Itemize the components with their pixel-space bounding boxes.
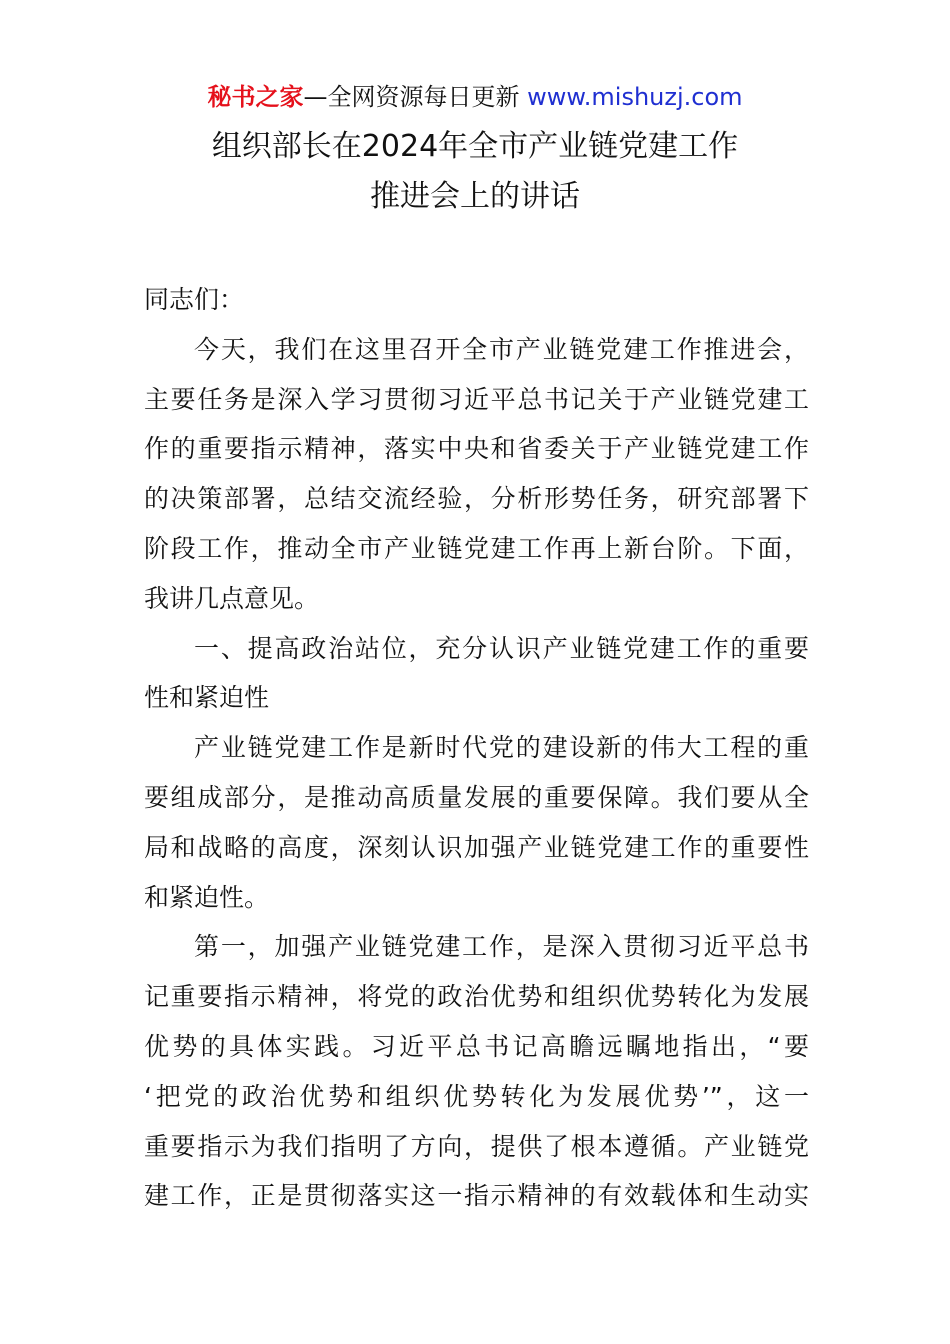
body-line: 作的重要指示精神，落实中央和省委关于产业链党建工作 [144,434,809,464]
body-line: 局和战略的高度，深刻认识加强产业链党建工作的重要性 [144,832,809,862]
body-line: ‘把党的政治优势和组织优势转化为发展优势’”，这一 [144,1081,809,1111]
site-url-link[interactable]: www.mishuzj.com [527,83,743,111]
section-heading-line: 一、提高政治站位，充分认识产业链党建工作的重要 [194,633,809,663]
brand-name: 秘书之家 [207,83,304,111]
body-line: 今天，我们在这里召开全市产业链党建工作推进会， [194,334,809,364]
body-line: 产业链党建工作是新时代党的建设新的伟大工程的重 [194,733,809,763]
body-line: 记重要指示精神，将党的政治优势和组织优势转化为发展 [144,982,809,1012]
body-line: 优势的具体实践。习近平总书记高瞻远瞩地指出，“要 [144,1031,809,1061]
body-line: 我讲几点意见。 [144,583,320,613]
document-body [144,275,809,1221]
body-line: 和紧迫性。 [144,882,270,912]
section-heading-line: 性和紧迫性 [144,683,270,713]
body-line: 要组成部分，是推动高质量发展的重要保障。我们要从全 [144,782,809,812]
document-title-line-1: 组织部长在2024年全市产业链党建工作 [211,129,739,164]
document-title-line-2: 推进会上的讲话 [370,179,580,214]
body-line: 的决策部署，总结交流经验，分析形势任务，研究部署下 [144,484,809,514]
body-line: 重要指示为我们指明了方向，提供了根本遵循。产业链党 [144,1131,809,1161]
salutation: 同志们： [144,285,245,314]
header-tagline: —全网资源每日更新 [303,83,528,111]
body-line: 阶段工作，推动全市产业链党建工作再上新台阶。下面， [144,533,809,563]
body-line: 建工作，正是贯彻落实这一指示精神的有效载体和生动实 [144,1181,809,1211]
body-line: 第一，加强产业链党建工作，是深入贯彻习近平总书 [194,932,809,962]
watermark-header [0,80,950,114]
body-line: 主要任务是深入学习贯彻习近平总书记关于产业链党建工 [144,384,809,414]
